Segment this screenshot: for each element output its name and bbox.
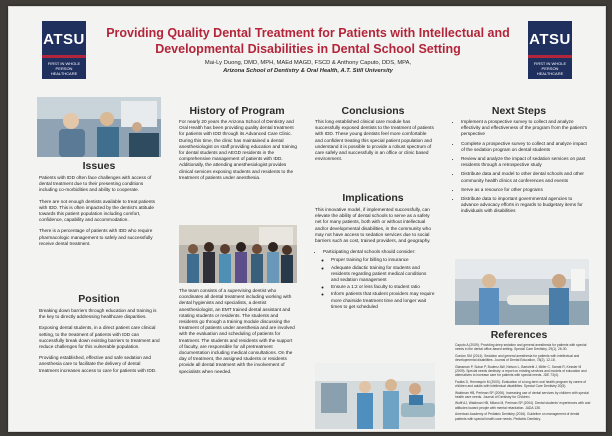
- next-step-1: • Implement a prospective survey to collect and analyze effectivity and effectiveness of the program from the patient’s perspective: [461, 119, 591, 138]
- conclusions-paragraph-1: This long established clinical care module has successfully exposed dentists to the treatment of patients with IDD. These young dentists feel more comfortable and confident treating this special patient population and understand it is possible to provide a robust spectrum of care safely and successfully in an office or clinic based environment.: [315, 119, 434, 162]
- reference-4: Faulks D, Hennequin M (2000). Evaluation of a long-term oral health program by carers of children and adults with intellectual disabilities. Special Care Dentistry 20(5).: [455, 379, 587, 389]
- implications-intro-text: Participating dental schools should consider:: [323, 249, 416, 255]
- position-paragraph-1: Breaking down barriers through education and training is the key to directly addressing healthcare disparities.: [39, 308, 157, 320]
- position-heading: Position: [78, 293, 120, 305]
- implications-text: [315, 207, 435, 313]
- implications-item-4: ◦ Inform patients that student providers may require more chairside treatment time and longer wait times to get scheduled: [331, 291, 435, 310]
- implications-item-1: ◦ Proper training for billing to insurance: [331, 257, 435, 263]
- next-steps-text: [453, 119, 591, 218]
- reference-3: Glassman P, Subar P, Budenz AW, Nelson L, Bartoletti J, Miller C, Sarnat R, Kessler M (2009). Special needs dentistry: a report on existing services and models of education and alternatives to increase care for patients with special needs. JDE 73(4).: [455, 364, 587, 378]
- issues-paragraph-2: There are not enough dentists available to treat patients with IDD. This is often impacted by the dentist’s attitude towards this patient population including comfort, confidence, capability and accommodation.: [39, 198, 155, 223]
- team-photo: [179, 225, 297, 283]
- history-text-2: [179, 288, 297, 380]
- logo-tagline: FIRST IN WHOLE PERSON HEALTHCARE: [47, 61, 81, 76]
- atsu-logo-left: [42, 21, 86, 79]
- institution: Arizona School of Dentistry & Oral Health, A.T. Still University: [223, 67, 393, 74]
- reference-7: American Academy of Pediatric Dentistry (2016). Guideline on management of dental patients with special health care needs. Pediatric Dentistry.: [455, 412, 580, 421]
- history-text-1: [179, 119, 297, 186]
- logo-name: ATSU: [43, 31, 85, 48]
- title-line-2: Developmental Disabilities in Dental School Setting: [155, 42, 461, 56]
- position-text: [39, 308, 161, 379]
- reference-6: Wolff AJ, Waldman HB, Milano M, Perlman SP (2004). Dental students’ experiences with and attitudes toward people with mental retardation. JADA 135.: [455, 401, 591, 410]
- position-paragraph-3: Providing established, effective and safe sedation and anesthesia care to facilitate the delivery of dental treatment increases access to care for patients with IDD.: [39, 355, 157, 373]
- implications-item-2: ◦ Adequate didactic training for students and residents regarding patient medical conditions and sedation management: [331, 265, 435, 284]
- position-paragraph-2: Exposing dental students, in a direct patient care clinical setting, to the treatment of patients with IDD can successfully break down existing barriers to treatment and reduce challenges for this vulnerable population.: [39, 325, 160, 350]
- reference-2: Gordon SM (2014). Sedation and general anesthesia for patients with intellectual and developmental disabilities. Journal of Dental Education, 78(2), 12-18.: [455, 353, 580, 363]
- authors: Mai-Ly Duong, DMD, MPH, MAEd MAGD, FSCD & Anthony Caputo, DDS, MPA,: [204, 60, 412, 66]
- next-steps-heading: Next Steps: [491, 105, 547, 117]
- implications-paragraph-1: This innovative model, if implemented successfully, can elevate the ability of dental schools to serve as a safety net for many patients, both with or without intellectual and/or developmental disabilities, in the community who may not have access to sedation services due to social barriers such as cost, trained providers, and geography.: [315, 207, 431, 244]
- conclusions-text: [315, 119, 435, 167]
- poster-title: [99, 25, 517, 57]
- reference-1: Caputo A (2009). Providing deep sedation and general anesthesia for patients with special needs in the dental office-based setting. Special Care Dentistry, 29(1), 26-30.: [455, 343, 587, 352]
- implications-heading: Implications: [342, 192, 404, 204]
- logo-name: ATSU: [529, 31, 571, 48]
- issues-text: [39, 175, 161, 252]
- implications-item-3: ◦ Ensure a 1:2 or less faculty to student ratio: [331, 284, 435, 290]
- treatment-photo: [455, 259, 589, 325]
- poster: [8, 6, 606, 432]
- issues-paragraph-1: Patients with IDD often face challenges with access of dental treatment due to their presenting conditions including co-morbidities and ability to cooperate.: [39, 175, 152, 193]
- clinic-photo: [315, 363, 435, 429]
- atsu-logo-right: [528, 21, 572, 79]
- issues-photo: [37, 97, 161, 157]
- history-paragraph-1: For nearly 20 years the Arizona School of Dentistry and Oral Health has been providing quality dental treatment for patients with IDD through its Advanced Care Clinic. During this time, the clinic has maintained a dental anesthesiologist on staff providing education and training for dental students and AEGD residents in the comprehensive management of patients with IDD. Additionally, the attending anesthesiologist provides clinical services exposing students and residents to the treatment of patients under anesthesia.: [179, 119, 297, 180]
- conclusions-heading: Conclusions: [341, 105, 405, 117]
- implications-intro: [323, 249, 435, 310]
- references-heading: References: [490, 329, 548, 341]
- next-step-2: • Complete a prospective survey to collect and analyze impact of the sedation program on dental students: [461, 141, 591, 153]
- reference-5: Waldman HB, Perlman SP (2006). Increasing use of dental services by children with special health care needs. Journal of Dentistry for Children.: [455, 390, 589, 400]
- references-list: [455, 343, 591, 423]
- history-heading: History of Program: [189, 105, 285, 117]
- logo-accent-bar: [42, 55, 86, 58]
- next-step-6: • Distribute data to important governmental agencies to advance advocacy efforts in regards to budgetary items for individuals with disabilities: [461, 196, 591, 215]
- next-step-5: • Serve as a resource for other programs: [461, 187, 591, 193]
- logo-accent-bar: [528, 55, 572, 58]
- next-step-4: • Distribute data and model to other dental schools and other community health clinics at conferences and events: [461, 171, 591, 183]
- logo-tagline: FIRST IN WHOLE PERSON HEALTHCARE: [533, 61, 567, 76]
- next-step-3: • Review and analyze the impact of sedation services on past residents through a retrospective study: [461, 156, 591, 168]
- author-block: [99, 60, 517, 75]
- history-paragraph-2: The team consists of a supervising dentist who coordinates all dental treatment including working with dental hygienists and specialists, a dentist anesthesiologist, an EMT trained dental assistant and rotating students or residents. The students and residents go through a training module discussing the treatment of patients under anesthesia and are involved with the evaluation and scheduling of patients for treatment. The students and residents with the support of faculty, are responsible for all pretreatment documentation including medical consultations. On the day of treatment, the assigned students or residents provide all dental treatment with the involvement of specialists when needed.: [179, 288, 295, 374]
- issues-paragraph-3: There is a percentage of patients with IDD who require pharmacologic management to safely and successfully receive dental treatment.: [39, 228, 153, 246]
- issues-heading: Issues: [82, 160, 116, 172]
- title-line-1: Providing Quality Dental Treatment for Patients with Intellectual and: [106, 26, 510, 40]
